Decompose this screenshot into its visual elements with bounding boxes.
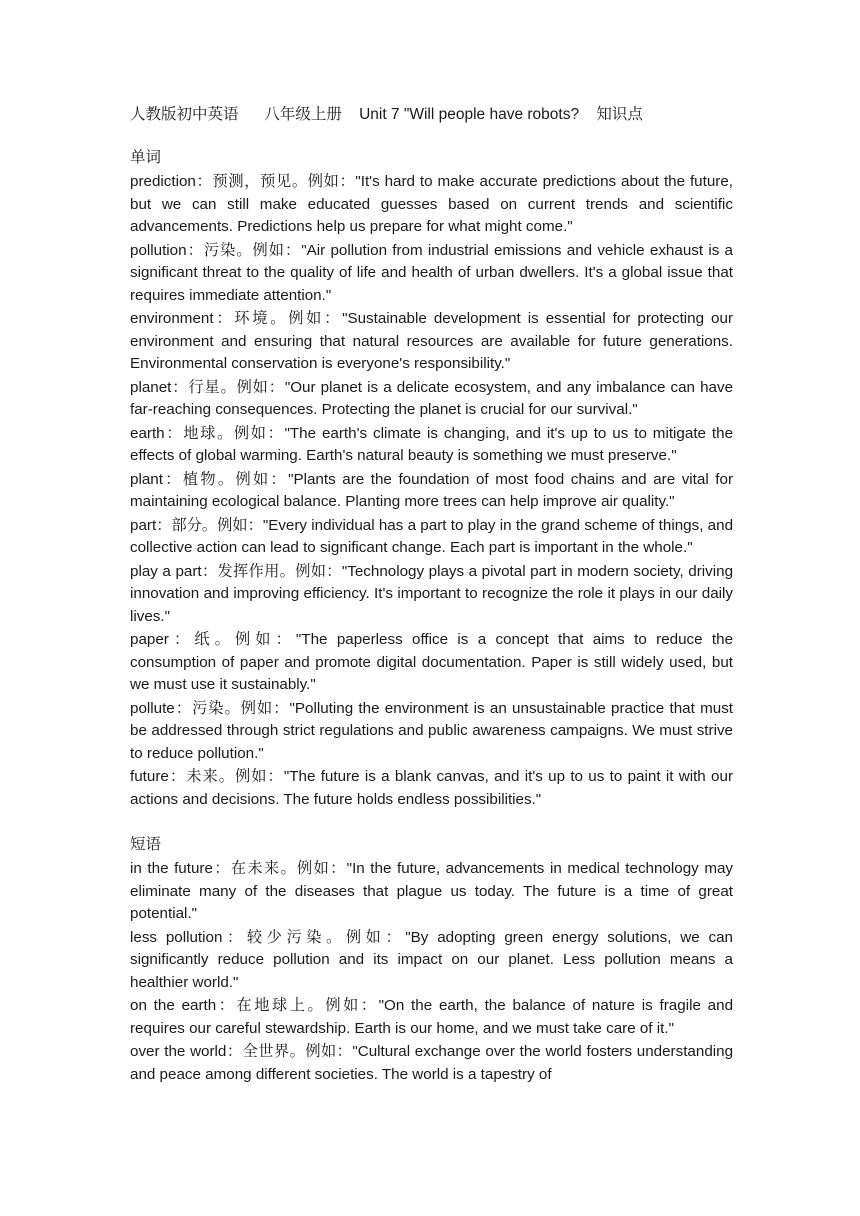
- entry-term: play a part: [130, 562, 202, 580]
- vocab-entry: [130, 307, 733, 376]
- entry-term: less pollution: [130, 928, 223, 946]
- entry-example-label: 例如：: [325, 996, 379, 1014]
- entry-term: plant: [130, 470, 163, 488]
- entry-example-label: 例如：: [240, 698, 290, 717]
- entry-meaning: 在地球上。: [236, 996, 326, 1014]
- vocab-entry: [130, 628, 733, 697]
- entry-meaning: 污染。: [203, 240, 253, 259]
- entry-example-label: 例如：: [235, 767, 284, 785]
- sections-container: [130, 146, 733, 1086]
- entry-separator: ：: [216, 996, 237, 1014]
- entry-meaning: 行星。: [188, 377, 237, 396]
- entry-example-label: 例如：: [295, 561, 342, 580]
- entry-meaning: 纸。: [194, 630, 235, 648]
- entry-term: on the earth: [130, 997, 217, 1014]
- entry-example: "Technology plays a pivotal part in modern society, driving innovation and improving efficiency. It's important to recognize the role it plays in our daily lives.": [130, 562, 734, 625]
- entry-term: future: [130, 768, 169, 785]
- vocab-entry: [130, 468, 733, 514]
- entry-example: "The paperless office is a concept that aims to reduce the consumption of paper and promote digital documentation. Paper is still widely used, but we must use it sustainably.": [130, 631, 734, 693]
- entry-example: "It's hard to make accurate predictions about the future, but we can still make educated guesses based on current trends and scientific advancements. Predictions help us prepare for what might come.": [130, 173, 734, 235]
- entry-example: "The future is a blank canvas, and it's up to us to paint it with our actions and decisions. The future holds endless possibilities.": [130, 768, 734, 808]
- entry-separator: ：: [226, 1042, 243, 1060]
- document-title: 人教版初中英语 八年级上册 Unit 7 "Will people have robots? 知识点: [130, 106, 643, 123]
- entry-example: "Cultural exchange over the world fosters understanding and peace among different societies. The world is a tapestry of: [130, 1043, 734, 1083]
- entry-example-label: 例如：: [234, 630, 296, 648]
- entry-example: "Every individual has a part to play in the grand scheme of things, and collective action can lead to significant change. Each part is important in the whole.": [130, 516, 734, 556]
- entry-meaning: 污染。: [192, 698, 241, 717]
- entry-term: pollution: [130, 241, 187, 259]
- entry-term: in the future: [130, 860, 213, 877]
- vocab-entry: [130, 514, 733, 560]
- entry-example: "In the future, advancements in medical technology may eliminate many of the diseases that plague us today. The future is a time of great potential.": [130, 860, 734, 922]
- entry-example-label: 例如：: [252, 240, 302, 259]
- entry-term: part: [130, 516, 157, 534]
- entry-meaning: 全世界。: [242, 1042, 306, 1060]
- entry-example: "The earth's climate is changing, and it's up to us to mitigate the effects of global warming. Earth's natural beauty is something we must preserve.": [130, 424, 734, 464]
- entry-separator: ：: [213, 309, 235, 327]
- vocab-entry: [130, 1040, 733, 1086]
- entry-meaning: 部分。: [171, 515, 218, 534]
- entry-meaning: 环境。: [234, 309, 289, 327]
- entry-example-label: 例如：: [288, 309, 343, 327]
- entry-meaning: 在未来。: [230, 859, 298, 877]
- entry-term: over the world: [130, 1043, 227, 1060]
- vocab-entry: [130, 422, 733, 468]
- entry-term: paper: [130, 631, 169, 648]
- entry-term: earth: [130, 424, 165, 442]
- entry-example: "Plants are the foundation of most food chains and are vital for maintaining ecological balance. Planting more trees can help improve air quality.": [130, 470, 734, 510]
- entry-term: planet: [130, 378, 172, 396]
- entry-example: "Polluting the environment is an unsustainable practice that must be addressed through strict regulations and public awareness campaigns. We must strive to reduce pollution.": [130, 699, 734, 762]
- entry-meaning: 未来。: [186, 767, 236, 785]
- entry-meaning: 地球。: [183, 423, 234, 442]
- entry-example-label: 例如：: [305, 1042, 353, 1060]
- section-gap: [130, 811, 733, 833]
- entry-separator: ：: [156, 515, 172, 534]
- section-heading: 短语: [130, 836, 162, 853]
- vocab-entry: [130, 697, 733, 766]
- entry-example-label: 例如：: [235, 469, 289, 488]
- entry-example-label: 例如：: [297, 859, 347, 877]
- entry-term: environment: [130, 310, 214, 327]
- entry-separator: ：: [201, 561, 218, 580]
- entry-example-label: 例如：: [345, 927, 406, 946]
- entry-example: "By adopting green energy solutions, we can significantly reduce pollution and its impact on our planet. Less pollution means a healthier world.": [130, 928, 733, 991]
- section-heading: 单词: [130, 149, 162, 166]
- entry-term: prediction: [130, 173, 196, 190]
- vocab-entry: [130, 239, 733, 308]
- entry-example: "Our planet is a delicate ecosystem, and any imbalance can have far-reaching consequences. Protecting the planet is crucial for our survival.": [130, 378, 734, 418]
- entry-meaning: 预测，预见。: [212, 172, 308, 190]
- vocab-entry: [130, 926, 733, 995]
- vocab-entry: [130, 994, 733, 1040]
- entry-separator: ：: [171, 377, 189, 396]
- entry-example: "On the earth, the balance of nature is fragile and requires our careful stewardship. Earth is our home, and we must take care of it.": [130, 997, 734, 1037]
- entry-separator: ：: [168, 630, 195, 648]
- vocab-entry: [130, 857, 733, 926]
- entry-example-label: 例如：: [217, 515, 263, 534]
- vocab-entry: [130, 560, 733, 629]
- entry-example-label: 例如：: [233, 423, 285, 442]
- entry-separator: ：: [162, 469, 183, 488]
- entry-separator: ：: [164, 423, 184, 442]
- entry-example: "Air pollution from industrial emissions and vehicle exhaust is a significant threat to the quality of life and health of urban dwellers. It's a global issue that requires immediate attention.": [130, 241, 734, 304]
- vocab-entry: [130, 765, 733, 811]
- entry-separator: ：: [168, 767, 187, 785]
- entry-example-label: 例如：: [307, 172, 356, 190]
- entry-separator: ：: [212, 859, 231, 877]
- vocab-entry: [130, 376, 733, 422]
- entry-example-label: 例如：: [236, 377, 285, 396]
- entry-separator: ：: [195, 172, 213, 190]
- vocab-entry: [130, 170, 733, 239]
- entry-meaning: 发挥作用。: [217, 561, 296, 580]
- entry-meaning: 较少污染。: [246, 927, 346, 946]
- entry-separator: ：: [174, 698, 193, 717]
- entry-separator: ：: [186, 240, 204, 259]
- entry-meaning: 植物。: [182, 469, 236, 488]
- entry-term: pollute: [130, 699, 175, 717]
- entry-example: "Sustainable development is essential for protecting our environment and ensuring that natural resources are available for future generations. Environmental conservation is everyone's responsibility.": [130, 310, 734, 372]
- entry-separator: ：: [222, 927, 247, 946]
- document-page: [130, 103, 733, 1086]
